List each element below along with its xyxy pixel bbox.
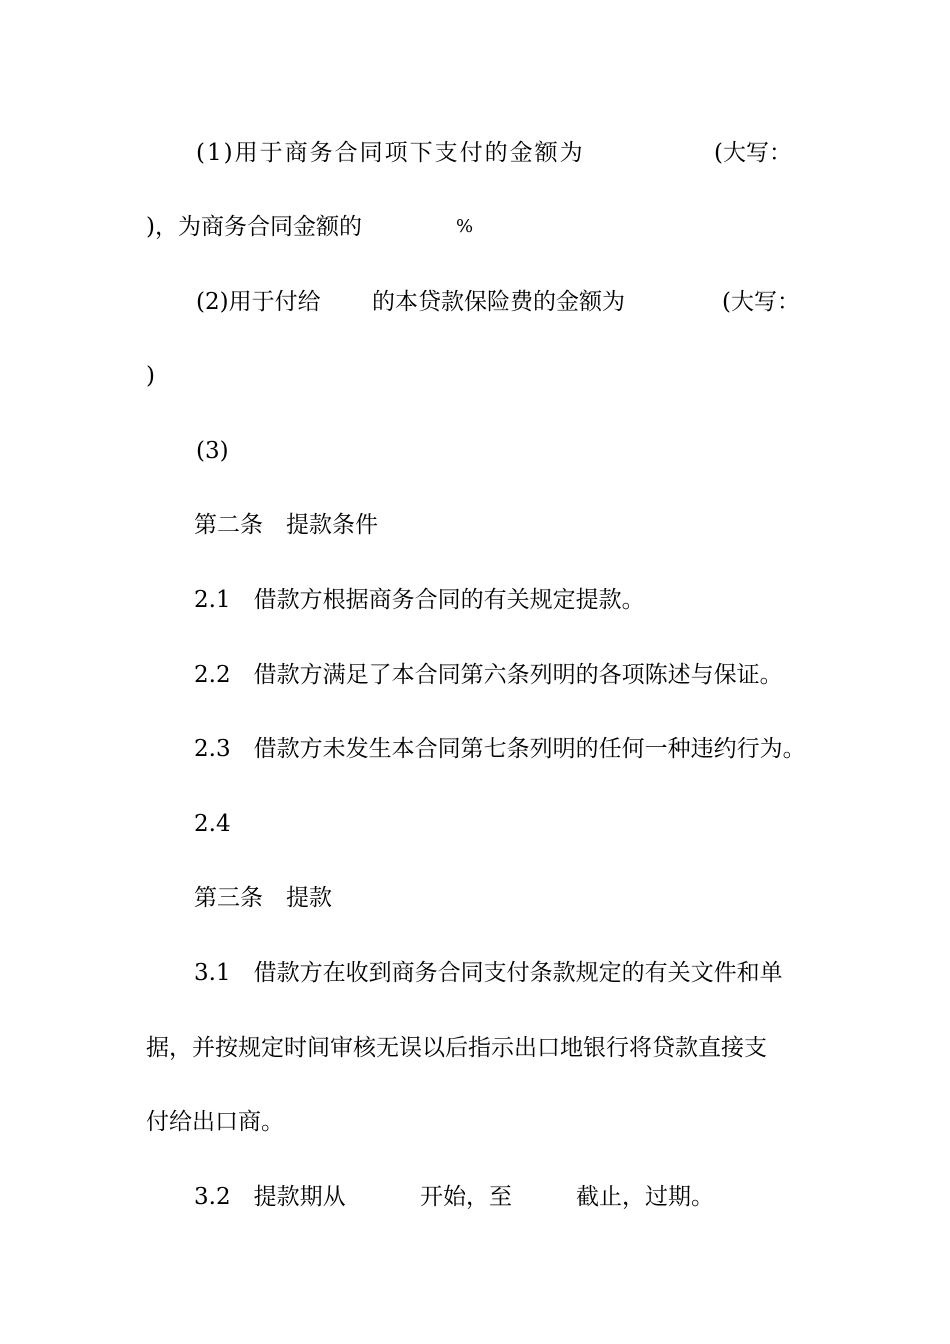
clause-3-2-start: 3.2 提款期从 (194, 1184, 346, 1210)
clause-2-4: 2.4 (194, 811, 231, 837)
clause-1-2-line-start: (2)用于付给 (196, 289, 321, 315)
article-3-heading: 第三条 提款 (194, 885, 332, 911)
clause-3-2-middle: 开始，至 (420, 1184, 512, 1210)
clause-1-2-closing: ) (146, 363, 155, 389)
clause-1-1-percentage-line: )，为商务合同金额的 (146, 214, 362, 240)
clause-3-1-line-3: 付给出口商。 (146, 1109, 284, 1135)
clause-3-1-line-1: 3.1 借款方在收到商务合同支付条款规定的有关文件和单 (194, 960, 783, 986)
article-2-heading: 第二条 提款条件 (194, 512, 378, 538)
clause-2-1: 2.1 借款方根据商务合同的有关规定提款。 (194, 587, 645, 613)
clause-1-3: (3) (196, 438, 229, 464)
clause-1-1-capital-label: (大写： (714, 140, 792, 166)
clause-1-2-capital-label: (大写： (722, 289, 800, 315)
percent-sign: % (456, 216, 474, 237)
clause-1-2-line-middle: 的本贷款保险费的金额为 (372, 289, 625, 315)
clause-2-3: 2.3 借款方未发生本合同第七条列明的任何一种违约行为。 (194, 736, 806, 762)
clause-3-1-line-2: 据，并按规定时间审核无误以后指示出口地银行将贷款直接支 (146, 1035, 767, 1061)
clause-3-2-end: 截止，过期。 (576, 1184, 714, 1210)
clause-1-1-amount-line: (1)用于商务合同项下支付的金额为 (196, 140, 585, 166)
clause-2-2: 2.2 借款方满足了本合同第六条列明的各项陈述与保证。 (194, 662, 783, 688)
